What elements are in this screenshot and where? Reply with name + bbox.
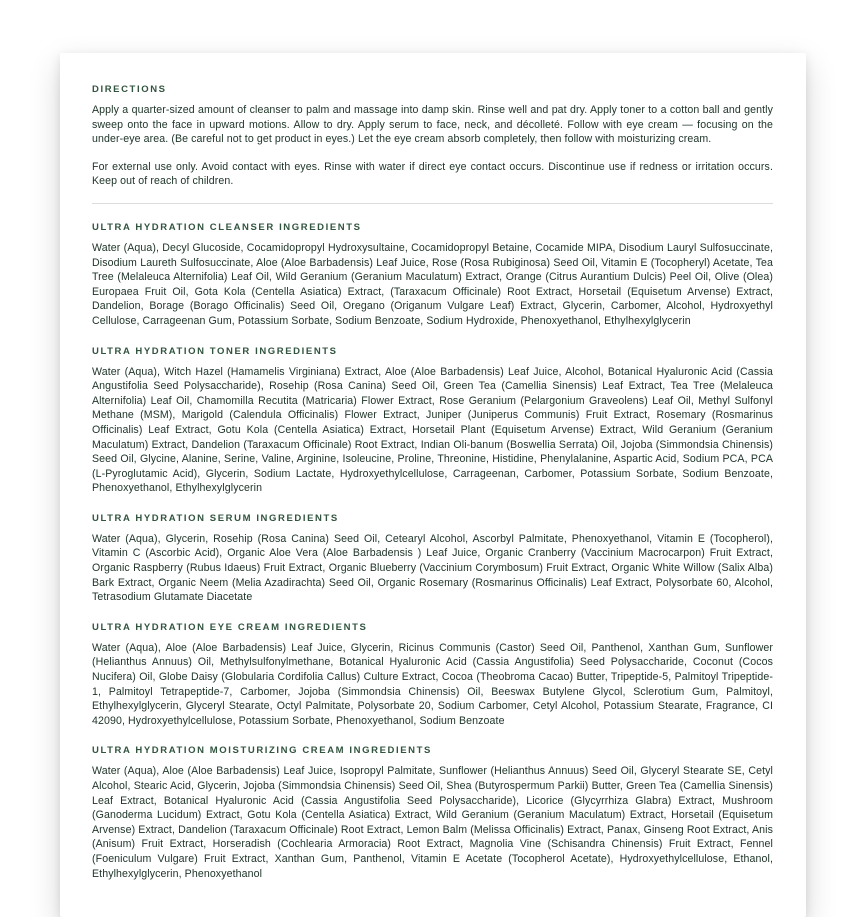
- ingredient-section-text: Water (Aqua), Decyl Glucoside, Cocamidopropyl Hydroxysultaine, Cocamidopropyl Betaine, Cocamide MIPA, Disodium Lauryl Sulfosuccinate, Disodium Laureth Sulfosuccinate, Aloe (Aloe Barbadensis) Leaf Juice, Rose (Rosa Rubiginosa) Seed Oil, Vitamin E (Tocopheryl) Acetate, Tea Tree (Melaleuca Alternifolia) Leaf Oil, Wild Geranium (Geranium Maculatum) Extract, Orange (Citrus Aurantium Dulcis) Peel Oil, Olive (Olea) Europaea Fruit Oil, Gota Kola (Centella Asiatica) Extract, (Taraxacum Officinale) Root Extract, Horsetail (Equisetum Arvense) Extract, Dandelion, Borage (Borago Officinalis) Seed Oil, Oregano (Origanum Vulgare Leaf) Extract, Glycerin, Carbomer, Alcohol, Hydroxyethyl Cellulose, Carrageenan Gum, Potassium Sorbate, Sodium Benzoate, Sodium Hydroxide, Phenoxyethanol, Ethylhexylglycerin: [92, 241, 773, 327]
- ingredient-section-title: ULTRA HYDRATION CLEANSER INGREDIENTS: [92, 221, 362, 233]
- section-divider: [92, 203, 773, 204]
- ingredient-section: [92, 222, 773, 329]
- ingredient-section: [92, 346, 773, 496]
- ingredient-section-title: ULTRA HYDRATION TONER INGREDIENTS: [92, 345, 338, 357]
- ingredient-section-text: Water (Aqua), Aloe (Aloe Barbadensis) Leaf Juice, Isopropyl Palmitate, Sunflower (Helianthus Annuus) Seed Oil, Glyceryl Stearate SE, Cetyl Alcohol, Stearic Acid, Glycerin, Jojoba (Simmondsia Chinensis) Seed Oil, Shea (Butyrospermum Parkii) Butter, Green Tea (Camellia Sinensis) Leaf Extract, Botanical Hyaluronic Acid (Cassia Angustifolia Seed Polysaccharide), Licorice (Glycyrrhiza Glabra) Extract, Mushroom (Ganoderma Lucidum) Extract, Gotu Kola (Centella Asiatica) Extract, Wild Geranium (Geranium Maculatum) Extract, Horsetail (Equisetum Arvense) Extract, Dandelion (Taraxacum Officinale) Root Extract, Lemon Balm (Melissa Officinalis) Extract, Panax, Ginseng Root Extract, Anis (Anisum) Fruit Extract, Horseradish (Cochlearia Armoracia) Root Extract, Magnolia Vine (Schisandra Chinensis) Fruit Extract, Fennel (Foeniculum Vulgare) Fruit Extract, Xanthan Gum, Panthenol, Vitamin E Acetate (Tocopherol Acetate), Hydroxyethylcellulose, Ethanol, Ethylhexylglycerin, Phenoxyethanol: [92, 765, 773, 880]
- ingredient-section-text: Water (Aqua), Aloe (Aloe Barbadensis) Leaf Juice, Glycerin, Ricinus Communis (Castor) Seed Oil, Panthenol, Xanthan Gum, Sunflower (Helianthus Annuus) Oil, Methylsulfonylmethane, Botanical Hyaluronic Acid (Cassia Angustifolia) Seed Polysaccharide, Coconut (Cocos Nucifera) Oil, Globe Daisy (Globularia Cordifolia Callus) Culture Extract, Cocoa (Theobroma Cacao) Butter, Tripeptide-5, Palmitoyl Tripeptide-1, Palmitoyl Tetrapeptide-7, Carbomer, Jojoba (Simmondsia Chinensis) Oil, Beeswax Butylene Glycol, Sclerotium Gum, Palmitoyl, Ethylhexylglycerin, Glyceryl Stearate, Octyl Palmitate, Polysorbate 20, Sodium Carbomer, Cetyl Alcohol, Potassium Stearate, Fragrance, CI 42090, Hydroxyethylcellulose, Potassium Sorbate, Phenoxyethanol, Sodium Benzoate: [92, 641, 773, 727]
- directions-title: DIRECTIONS: [92, 84, 167, 95]
- directions-warning-paragraph: For external use only. Avoid contact with eyes. Rinse with water if direct eye contact occurs. Discontinue use if redness or irritation occurs. Keep out of reach of children.: [92, 160, 773, 188]
- ingredient-section: [92, 745, 773, 881]
- ingredient-section-title: ULTRA HYDRATION EYE CREAM INGREDIENTS: [92, 621, 368, 633]
- directions-usage-paragraph: Apply a quarter-sized amount of cleanser to palm and massage into damp skin. Rinse well and pat dry. Apply toner to a cotton ball and gently sweep onto the face in upward motions. Allow to dry. Apply serum to face, neck, and décolleté. Follow with eye cream — focusing on the under-eye area. (Be careful not to get product in eyes.) Let the eye cream absorb completely, then follow with moisturizing cream.: [92, 104, 773, 146]
- ingredient-section-text: Water (Aqua), Glycerin, Rosehip (Rosa Canina) Seed Oil, Cetearyl Alcohol, Ascorbyl Palmitate, Phenoxyethanol, Vitamin E (Tocopherol), Vitamin C (Ascorbic Acid), Organic Aloe Vera (Aloe Barbadensis ) Leaf Juice, Organic Cranberry (Vaccinium Macrocarpon) Fruit Extract, Organic Raspberry (Rubus Idaeus) Fruit Extract, Organic Blueberry (Vaccinium Corymbosum) Fruit Extract, Organic White Willow (Salix Alba) Bark Extract, Organic Neem (Melia Azadirachta) Seed Oil, Organic Rosemary (Rosmarinus Officinalis) Leaf Extract, Polysorbate 60, Alcohol, Tetrasodium Glutamate Diacetate: [92, 532, 773, 604]
- ingredient-section: [92, 513, 773, 605]
- ingredient-section-text: Water (Aqua), Witch Hazel (Hamamelis Virginiana) Extract, Aloe (Aloe Barbadensis) Leaf Juice, Alcohol, Botanical Hyaluronic Acid (Cassia Angustifolia Seed Polysaccharide), Rosehip (Rosa Canina) Seed Oil, Green Tea (Camellia Sinensis) Leaf Extract, Tea Tree (Melaleuca Alternifolia) Leaf Oil, Chamomilla Recutita (Matricaria) Flower Extract, Rose Geranium (Pelargonium Graveolens) Leaf Oil, Methyl Sulfonyl Methane (MSM), Marigold (Calendula Officinalis) Flower Extract, Juniper (Juniperus Communis) Fruit Extract, Rosemary (Rosmarinus Officinalis) Leaf Extract, Gotu Kola (Centella Asiatica) Extract, Horsetail Plant (Equisetum Arvense) Extract, Wild Geranium (Geranium Maculatum) Extract, Dandelion (Taraxacum Officinale) Root Extract, Indian Oli-banum (Boswellia Serrata) Oil, Jojoba (Simmondsia Chinensis) Seed Oil, Glycine, Alanine, Serine, Valine, Arginine, Isoleucine, Proline, Threonine, Histidine, Phenylalanine, Aspartic Acid, Sodium PCA, PCA (L-Pyroglutamic Acid), Glycerin, Sodium Lactate, Hydroxyethylcellulose, Carrageenan, Carbomer, Potassium Sorbate, Sodium Benzoate, Phenoxyethanol, Ethylhexylglycerin: [92, 365, 773, 495]
- ingredient-section-title: ULTRA HYDRATION SERUM INGREDIENTS: [92, 512, 339, 524]
- ingredient-section-title: ULTRA HYDRATION MOISTURIZING CREAM INGREDIENTS: [92, 745, 432, 757]
- ingredient-sections-list: [92, 222, 773, 881]
- product-info-panel: [60, 53, 806, 917]
- directions-section: [92, 84, 773, 189]
- ingredient-section: [92, 622, 773, 729]
